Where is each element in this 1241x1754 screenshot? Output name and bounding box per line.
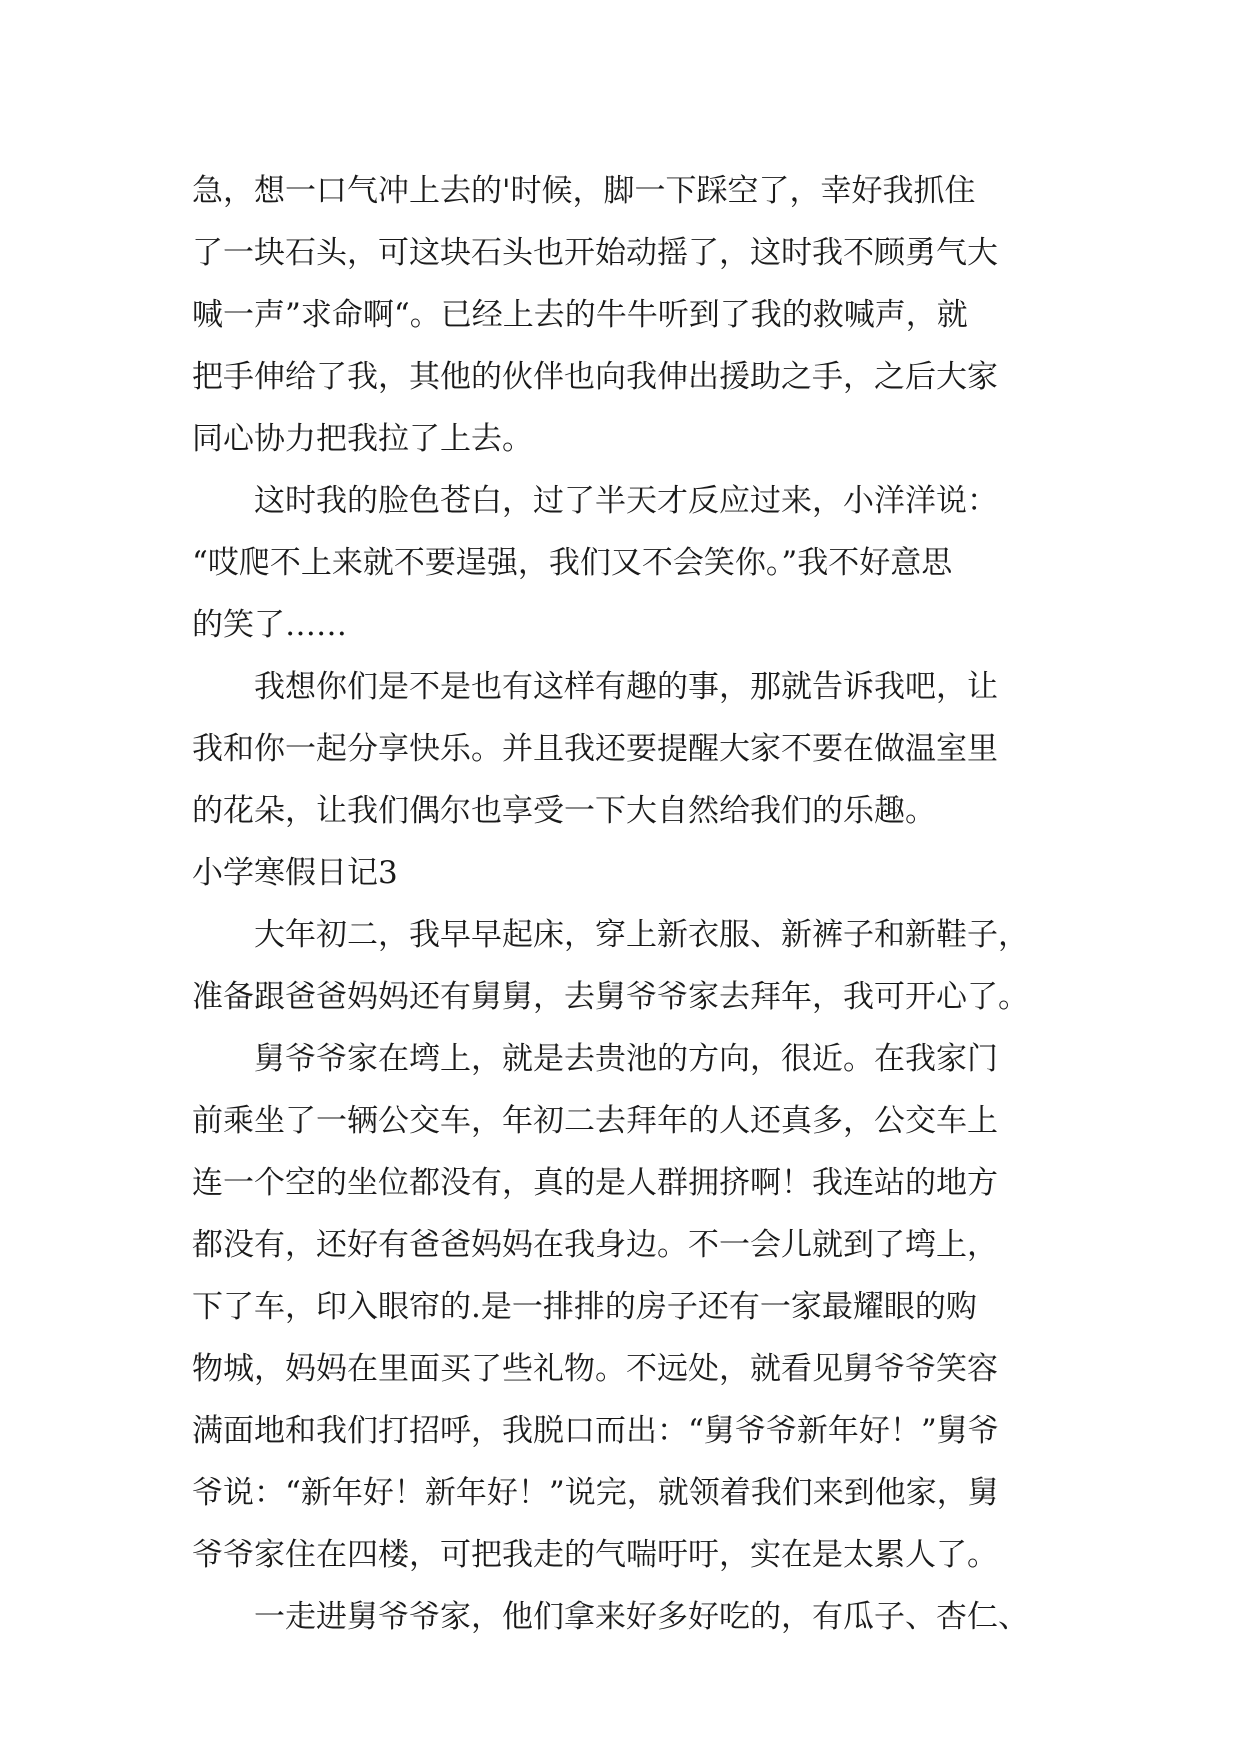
text-line: “哎爬不上来就不要逞强，我们又不会笑你。”我不好意思 <box>192 545 953 581</box>
text-line: 急，想一口气冲上去的'时候，脚一下踩空了，幸好我抓住 <box>192 173 976 209</box>
text-line: 物城，妈妈在里面买了些礼物。不远处，就看见舅爷爷笑容 <box>192 1351 998 1387</box>
paragraph-first-line: 舅爷爷家在塆上，就是去贵池的方向，很近。在我家门 <box>254 1041 998 1077</box>
paragraph-first-line: 一走进舅爷爷家，他们拿来好多好吃的，有瓜子、杏仁、 <box>254 1599 1029 1635</box>
text-line: 的笑了…… <box>192 607 347 643</box>
text-line: 了一块石头，可这块石头也开始动摇了，这时我不顾勇气大 <box>192 235 998 271</box>
text-line: 我和你一起分享快乐。并且我还要提醒大家不要在做温室里 <box>192 731 998 767</box>
paragraph-first-line: 我想你们是不是也有这样有趣的事，那就告诉我吧，让 <box>254 669 998 705</box>
text-line: 同心协力把我拉了上去。 <box>192 421 533 457</box>
paragraph-first-line: 这时我的脸色苍白，过了半天才反应过来，小洋洋说： <box>254 483 998 519</box>
document-body <box>192 160 1072 1648</box>
text-line: 连一个空的坐位都没有，真的是人群拥挤啊！我连站的地方 <box>192 1165 998 1201</box>
text-line: 喊一声”求命啊“。已经上去的牛牛听到了我的救喊声，就 <box>192 297 968 333</box>
text-line: 爷说：“新年好！新年好！”说完，就领着我们来到他家，舅 <box>192 1475 999 1511</box>
text-line: 下了车，印入眼帘的.是一排排的房子还有一家最耀眼的购 <box>192 1289 977 1325</box>
text-line: 满面地和我们打招呼，我脱口而出：“舅爷爷新年好！”舅爷 <box>192 1413 999 1449</box>
section-heading: 小学寒假日记3 <box>192 855 398 891</box>
text-line: 把手伸给了我，其他的伙伴也向我伸出援助之手，之后大家 <box>192 359 998 395</box>
text-line: 准备跟爸爸妈妈还有舅舅，去舅爷爷家去拜年，我可开心了。 <box>192 979 1029 1015</box>
text-line: 爷爷家住在四楼，可把我走的气喘吁吁，实在是太累人了。 <box>192 1537 998 1573</box>
text-line: 都没有，还好有爸爸妈妈在我身边。不一会儿就到了塆上， <box>192 1227 998 1263</box>
paragraph-first-line: 大年初二，我早早起床，穿上新衣服、新裤子和新鞋子， <box>254 917 1029 953</box>
text-line: 前乘坐了一辆公交车，年初二去拜年的人还真多，公交车上 <box>192 1103 998 1139</box>
text-line: 的花朵，让我们偶尔也享受一下大自然给我们的乐趣。 <box>192 793 936 829</box>
